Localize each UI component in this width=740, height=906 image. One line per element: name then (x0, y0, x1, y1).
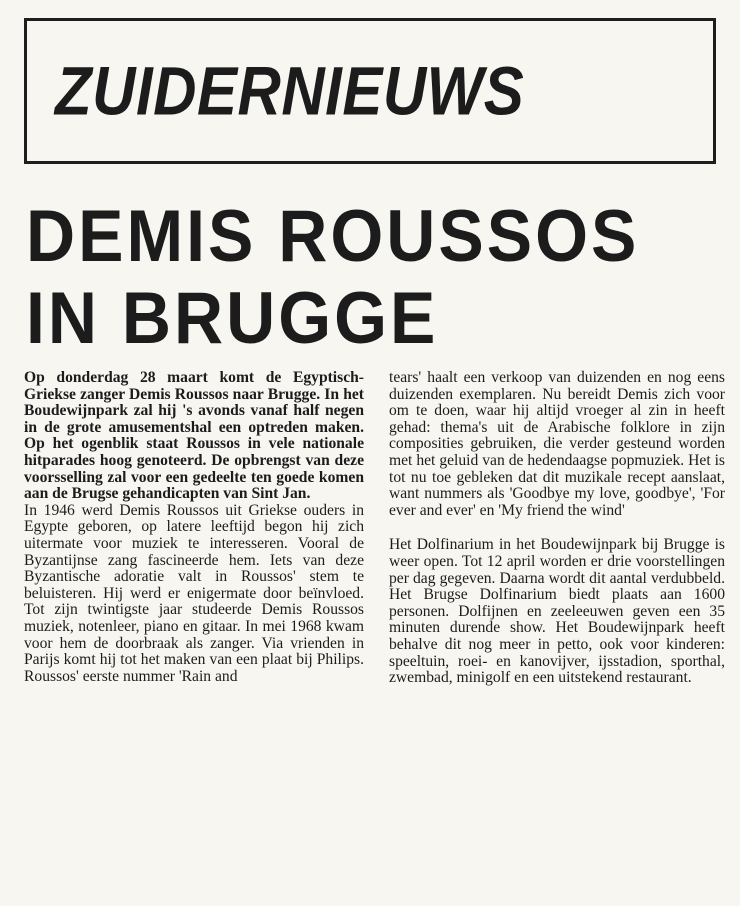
dolfinarium-paragraph: Het Dolfinarium in het Boudewijnpark bij Brugge is weer open. Tot 12 april worden er drie voorstellingen per dag gegeven. Daarna wordt dit aantal verdubbeld. Het Brugse Dolfinarium biedt plaats aan 1600 personen. Dolfijnen en zeeleeuwen geven een 35 minuten durende show. Het Boudewijnpark heeft behalve dit nog meer in petto, ook voor kinderen: speeltuin, roei- en kanovijver, ijsstadion, sporthal, zwembad, minigolf en een uitstekend restaurant. (389, 536, 725, 687)
paragraph-gap (389, 519, 725, 537)
headline-line-1: DEMIS ROUSSOS (26, 195, 640, 278)
article-column-left (24, 370, 364, 685)
article-column-right (389, 370, 725, 687)
article-lead: Op donderdag 28 maart komt de Egyptisch-Griekse zanger Demis Roussos naar Brugge. In het Boudewijnpark zal hij 's avonds vanaf half negen in de grote amusementshal een optreden maken. Op het ogenblik staat Roussos in vele nationale hitparades hoog genoteerd. De opbrengst van deze voorsselling zal voor een gedeelte ten goede komen aan de Brugse gehandicapten van Sint Jan. (24, 369, 364, 503)
masthead-box (24, 18, 716, 164)
headline-line-2: IN BRUGGE (26, 277, 439, 360)
masthead-title: ZUIDERNIEUWS (55, 52, 525, 130)
article-headline (26, 195, 639, 359)
article-body-left: In 1946 werd Demis Roussos uit Griekse ouders in Egypte geboren, op latere leeftijd begon hij zich uitermate voor muziek te interesseren. Vooral de Byzantijnse zang fascineerde hem. Iets van deze Byzantische adoratie valt in Roussos' stem te beluisteren. Hij werd er enigermate door beïnvloed. Tot zijn twintigste jaar studeerde Demis Roussos muziek, notenleer, piano en gitaar. In mei 1968 kwam voor hem de doorbraak als zanger. Via vrienden in Parijs komt hij tot het maken van een plaat bij Philips. Roussos' eerste nummer 'Rain and (24, 501, 364, 685)
article-body-right: tears' haalt een verkoop van duizenden en nog eens duizenden exemplaren. Nu bereidt Demis zich voor om te doen, waar hij altijd vroeger al zin in heeft gehad: thema's uit de Arabische folklore in zijn composities gebruiken, die verder gesteund worden met het geluid van de hedendaagse popmuziek. Het is tot nu toe gebleken dat dit muzikale recept aanslaat, want nummers als 'Goodbye my love, goodbye', 'For ever and ever' en 'My friend the wind' (389, 369, 725, 519)
